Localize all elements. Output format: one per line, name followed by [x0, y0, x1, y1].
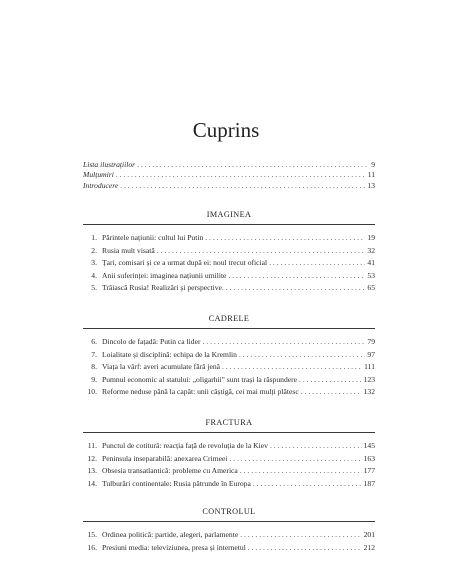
- leader-dots: [226, 282, 366, 295]
- leader-dots: [253, 478, 362, 491]
- toc-entry: [83, 257, 375, 270]
- leader-dots: [269, 257, 365, 270]
- leader-dots: [228, 270, 365, 283]
- section-heading: CONTROLUL: [202, 507, 256, 516]
- chapter-number: 13.: [87, 466, 97, 476]
- toc-entry-title: Obsesia transatlantică: probleme cu America: [102, 466, 238, 476]
- section-heading: FRACTURA: [205, 418, 253, 427]
- leader-dots: [248, 542, 362, 555]
- toc-entry-page: 65: [367, 283, 375, 293]
- toc-entry: [83, 374, 375, 387]
- front-matter-list: [83, 160, 375, 191]
- chapter-number: 6.: [91, 337, 97, 346]
- chapter-number: 2.: [91, 245, 97, 255]
- chapter-number: 14.: [87, 478, 97, 488]
- toc-entry-page: 19: [367, 233, 375, 242]
- toc-entry-title: Țari, comisari și ce a urmat după ei: noul trecut oficial: [102, 258, 268, 268]
- toc-entry-title: Presiuni media: televiziunea, presa și internetul: [102, 542, 246, 552]
- toc-entry-page: 145: [363, 441, 375, 450]
- leader-dots: [270, 440, 362, 453]
- toc-entry: [83, 282, 375, 295]
- toc-entry-page: 53: [367, 270, 375, 280]
- toc-entry: [83, 270, 375, 283]
- toc-entry-page: 212: [363, 542, 375, 552]
- leader-dots: [239, 349, 365, 362]
- chapter-number: 7.: [91, 349, 97, 359]
- chapter-number: 8.: [91, 362, 97, 372]
- toc-entry: [83, 478, 375, 491]
- toc-entry: [83, 453, 375, 466]
- page-title: Cuprins: [192, 118, 260, 142]
- toc-section-imaginea: [83, 209, 375, 295]
- leader-dots: [299, 374, 362, 387]
- toc-entry-title: Ordinea politică: partide, alegeri, parlamente: [102, 530, 239, 539]
- chapter-number: 11.: [87, 441, 97, 450]
- toc-entry-page: 32: [367, 245, 375, 255]
- section-divider: [83, 521, 375, 522]
- toc-entry: [83, 386, 375, 399]
- toc-entry-title: Mulțumiri: [83, 170, 114, 180]
- chapter-number: 9.: [91, 374, 97, 384]
- leader-dots: [240, 529, 361, 542]
- toc-entry: [83, 361, 375, 374]
- leader-dots: [157, 245, 366, 258]
- toc-entry-title: Peninsula inseparabilă: anexarea Crimeei: [102, 453, 228, 463]
- leader-dots: [222, 361, 362, 374]
- toc-entry: [83, 245, 375, 258]
- toc-entry-page: 201: [363, 530, 375, 539]
- toc-entry-page: 187: [363, 478, 375, 488]
- chapter-number: 16.: [87, 542, 97, 552]
- section-divider: [83, 328, 375, 329]
- toc-entry: [83, 542, 375, 555]
- toc-entry-title: Loialitate și disciplină: echipa de la Kremlin: [102, 349, 237, 359]
- chapter-number: 10.: [87, 387, 97, 397]
- toc-entry-page: 132: [363, 387, 375, 397]
- leader-dots: [202, 336, 365, 349]
- section-divider: [83, 432, 375, 433]
- leader-dots: [205, 232, 365, 245]
- toc-entry-page: 41: [367, 258, 375, 268]
- chapter-number: 3.: [91, 258, 97, 268]
- toc-section-controlul: [83, 506, 375, 554]
- toc-entry-title: Reforme neduse până la capăt: unii câștigă, cei mai mulți plătesc: [102, 387, 299, 397]
- toc-entry-page: 163: [363, 453, 375, 463]
- leader-dots: [116, 170, 366, 180]
- toc-entry-title: Tulburări continentale: Rusia pătrunde în Europa: [102, 478, 251, 488]
- toc-section-cadrele: [83, 313, 375, 399]
- toc-entry-page: 97: [367, 349, 375, 359]
- section-heading: CADRELE: [208, 314, 250, 323]
- toc-entry-title: Introducere: [83, 180, 119, 190]
- toc-entry-title: Trăiască Rusia! Realizări și perspective.: [102, 283, 224, 293]
- toc-entry: [83, 465, 375, 478]
- chapter-number: 12.: [87, 453, 97, 463]
- toc-entry-title: Părintele națiunii: cultul lui Putin: [102, 233, 204, 242]
- toc-entry: [83, 529, 375, 542]
- toc-entry: [83, 349, 375, 362]
- toc-entry-page: 9: [371, 160, 375, 169]
- toc-entry-page: 11: [367, 170, 375, 180]
- toc-entry-page: 13: [367, 180, 375, 190]
- section-divider: [83, 224, 375, 225]
- toc-section-fractura: [83, 417, 375, 490]
- toc-entry-page: 177: [363, 466, 375, 476]
- toc-entry-title: Pumnul economic al statului: „oligarhii" sunt trași la răspundere: [102, 374, 298, 384]
- toc-entry: [83, 440, 375, 453]
- section-heading: IMAGINEA: [206, 210, 252, 219]
- toc-entry-page: 79: [367, 337, 375, 346]
- toc-entry-title: Viața la vârf: averi acumulate fără jenă: [102, 362, 221, 372]
- chapter-number: 5.: [91, 283, 97, 293]
- toc-entry: [83, 170, 375, 180]
- toc-entry-title: Punctul de cotitură: reacția față de revoluția de la Kiev: [102, 441, 268, 450]
- toc-entry: [83, 232, 375, 245]
- leader-dots: [120, 181, 365, 191]
- chapter-number: 15.: [87, 530, 97, 539]
- toc-entry-title: Anii suferinței: imaginea națiunii umilite: [102, 270, 227, 280]
- toc-entry-title: Dincolo de fațadă: Putin ca lider: [102, 337, 201, 346]
- toc-entry: [83, 160, 375, 170]
- leader-dots: [301, 386, 362, 399]
- toc-entry: [83, 181, 375, 191]
- toc-entry-title: Rusia mult visată: [102, 245, 155, 255]
- leader-dots: [240, 465, 362, 478]
- toc-entry-page: 123: [363, 374, 375, 384]
- toc-entry: [83, 336, 375, 349]
- toc-entry-page: 111: [364, 362, 375, 372]
- chapter-number: 4.: [91, 270, 97, 280]
- chapter-number: 1.: [91, 233, 97, 242]
- leader-dots: [229, 453, 361, 466]
- leader-dots: [137, 160, 369, 170]
- toc-entry-title: Lista ilustrațiilor: [83, 160, 136, 169]
